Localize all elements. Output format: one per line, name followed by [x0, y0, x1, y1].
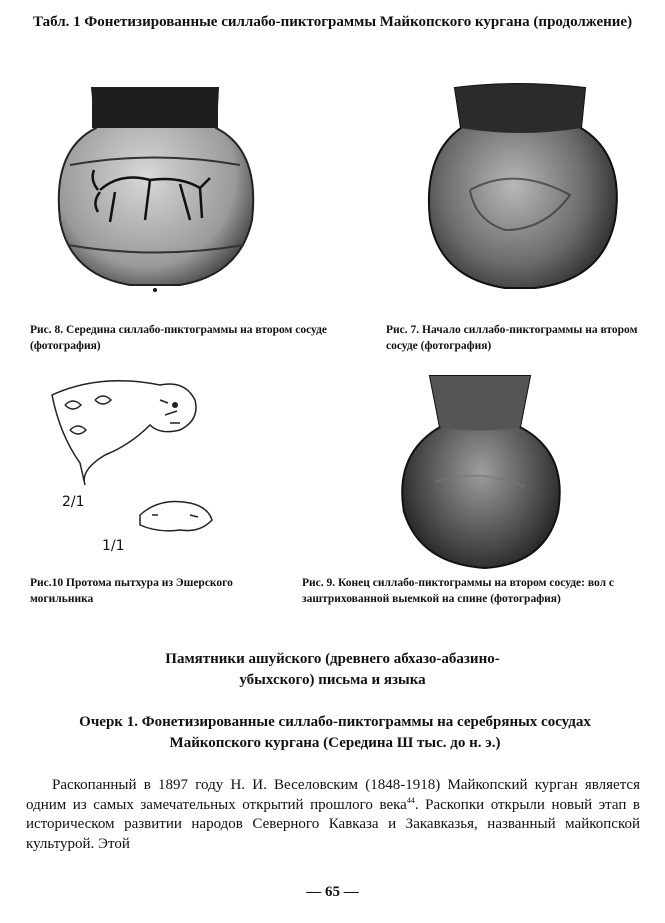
- figure-7-caption: Рис. 7. Начало силлабо-пиктограммы на втором сосуде (фотография): [386, 324, 638, 352]
- figure-10-caption: Рис.10 Протома пытхура из Эшерского могильника: [30, 577, 233, 605]
- section-title: Памятники ашуйского (древнего абхазо-абазино-убыхского) письма и языка: [165, 651, 500, 688]
- protome-drawing-fig10: [40, 375, 260, 560]
- body-text-after: . Раскопки открыли новый этап в историческом развитии народов Северного Кавказа и Закавказья, названный майкопской культурой. Этой: [26, 796, 640, 852]
- scale-label-2-1: 2/1: [62, 494, 85, 510]
- figure-9-caption: Рис. 9. Конец силлабо-пиктограммы на втором сосуде: вол с заштрихованной выемкой на спине (фотография): [302, 577, 615, 605]
- body-paragraph: [26, 776, 640, 854]
- page-number: — 65 —: [306, 884, 359, 900]
- footnote-marker: 44: [406, 795, 415, 805]
- table-title: Табл. 1 Фонетизированные силлабо-пиктограммы Майкопского кургана (продолжение): [32, 14, 633, 30]
- vessel-photo-fig7: [415, 80, 630, 295]
- body-text-before: Раскопанный в 1897 году Н. И. Веселовским (1848-1918) Майкопский курган является одним из самых замечательных открытий прошлого века: [26, 777, 640, 813]
- figure-8-caption: Рис. 8. Середина силлабо-пиктограммы на втором сосуде (фотография): [30, 324, 327, 352]
- essay-title: Очерк 1. Фонетизированные силлабо-пиктограммы на серебряных сосудах Майкопского кургана (Середина Ш тыс. до н. э.): [79, 714, 591, 751]
- scale-label-1-1: 1/1: [102, 538, 125, 554]
- vessel-photo-fig8: [40, 80, 270, 295]
- vessel-photo-fig9: [390, 372, 570, 572]
